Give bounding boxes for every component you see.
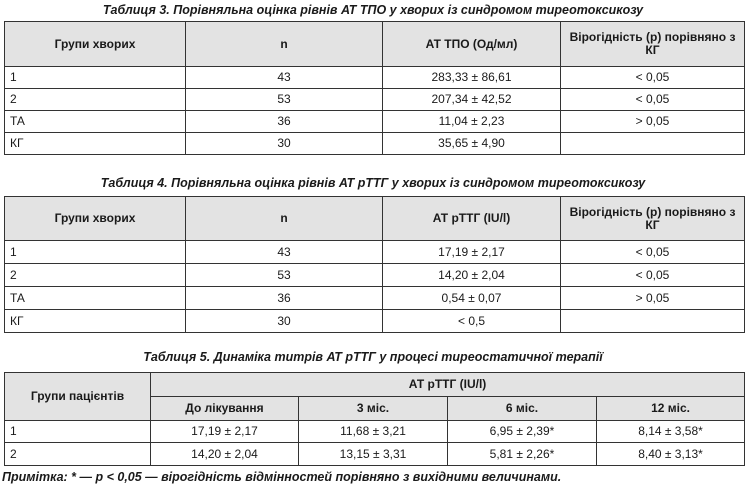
table5-header-row bbox=[5, 373, 745, 397]
table-row bbox=[5, 111, 745, 133]
table-cell: 36 bbox=[186, 287, 383, 310]
table5-subheader: До лікування bbox=[151, 397, 299, 421]
table-cell: 17,19 ± 2,17 bbox=[383, 241, 561, 264]
table5 bbox=[4, 372, 745, 466]
table-cell: КГ bbox=[5, 310, 186, 333]
table-cell: 30 bbox=[186, 310, 383, 333]
table-cell: 1 bbox=[5, 241, 186, 264]
table-cell: КГ bbox=[5, 133, 186, 155]
table5-caption: Таблиця 5. Динаміка титрів АТ рТТГ у процесі тиреостатичної терапії bbox=[143, 350, 603, 364]
table-cell: 14,20 ± 2,04 bbox=[151, 443, 299, 466]
table3-header-value: АТ ТПО (Од/мл) bbox=[383, 22, 561, 67]
table3-header-n: n bbox=[186, 22, 383, 67]
table3-header-significance: Вірогідність (р) порівняно з КГ bbox=[561, 22, 745, 67]
table-cell: 11,68 ± 3,21 bbox=[299, 421, 448, 443]
table-cell: > 0,05 bbox=[561, 287, 745, 310]
table5-subheader: 3 міс. bbox=[299, 397, 448, 421]
table-cell: 207,34 ± 42,52 bbox=[383, 89, 561, 111]
table-cell: 53 bbox=[186, 264, 383, 287]
table5-subheader: 12 міс. bbox=[597, 397, 745, 421]
table-cell: ТА bbox=[5, 287, 186, 310]
table5-header-span: АТ рТТГ (IU/l) bbox=[151, 373, 745, 397]
table3 bbox=[4, 21, 745, 155]
table-row bbox=[5, 89, 745, 111]
table-cell: 2 bbox=[5, 443, 151, 466]
table-cell: 17,19 ± 2,17 bbox=[151, 421, 299, 443]
table5-subheader: 6 міс. bbox=[448, 397, 597, 421]
table-cell: 8,14 ± 3,58* bbox=[597, 421, 745, 443]
table5-header-group: Групи пацієнтів bbox=[5, 373, 151, 421]
table-cell: 11,04 ± 2,23 bbox=[383, 111, 561, 133]
table-cell: ТА bbox=[5, 111, 186, 133]
table-cell: 1 bbox=[5, 67, 186, 89]
table4-header-n: n bbox=[186, 197, 383, 241]
table4-header-row bbox=[5, 197, 745, 241]
table4-header-value: АТ рТТГ (IU/l) bbox=[383, 197, 561, 241]
table3-header-group: Групи хворих bbox=[5, 22, 186, 67]
table-cell: 43 bbox=[186, 241, 383, 264]
table-cell: 30 bbox=[186, 133, 383, 155]
table-row bbox=[5, 264, 745, 287]
table-note: Примітка: * — р < 0,05 — вірогідність відмінностей порівняно з вихідними величинами. bbox=[2, 470, 562, 484]
table-row bbox=[5, 443, 745, 466]
table4-header-group: Групи хворих bbox=[5, 197, 186, 241]
table-cell: 36 bbox=[186, 111, 383, 133]
table-cell: 35,65 ± 4,90 bbox=[383, 133, 561, 155]
table3-header-row bbox=[5, 22, 745, 67]
table-row bbox=[5, 421, 745, 443]
table-cell: 43 bbox=[186, 67, 383, 89]
table-cell: 2 bbox=[5, 264, 186, 287]
table-cell bbox=[561, 133, 745, 155]
table4 bbox=[4, 196, 745, 333]
table4-header-significance: Вірогідність (р) порівняно з КГ bbox=[561, 197, 745, 241]
table-row bbox=[5, 67, 745, 89]
table-cell: < 0,05 bbox=[561, 67, 745, 89]
table-row bbox=[5, 287, 745, 310]
table-cell: 53 bbox=[186, 89, 383, 111]
table-row bbox=[5, 133, 745, 155]
table-cell: 8,40 ± 3,13* bbox=[597, 443, 745, 466]
table3-caption: Таблиця 3. Порівняльна оцінка рівнів АТ ТПО у хворих із синдромом тиреотоксикозу bbox=[102, 3, 644, 17]
table-cell: 14,20 ± 2,04 bbox=[383, 264, 561, 287]
table-cell: 2 bbox=[5, 89, 186, 111]
table-cell: < 0,05 bbox=[561, 264, 745, 287]
table-row bbox=[5, 241, 745, 264]
table-cell: 6,95 ± 2,39* bbox=[448, 421, 597, 443]
table-cell: 0,54 ± 0,07 bbox=[383, 287, 561, 310]
table-cell bbox=[561, 310, 745, 333]
table-cell: < 0,05 bbox=[561, 89, 745, 111]
table-cell: 13,15 ± 3,31 bbox=[299, 443, 448, 466]
table-cell: 283,33 ± 86,61 bbox=[383, 67, 561, 89]
table-cell: > 0,05 bbox=[561, 111, 745, 133]
table-cell: 5,81 ± 2,26* bbox=[448, 443, 597, 466]
table-cell: < 0,05 bbox=[561, 241, 745, 264]
table-cell: 1 bbox=[5, 421, 151, 443]
table-row bbox=[5, 310, 745, 333]
table4-caption: Таблиця 4. Порівняльна оцінка рівнів АТ рТТГ у хворих із синдромом тиреотоксикозу bbox=[100, 176, 646, 190]
table-cell: < 0,5 bbox=[383, 310, 561, 333]
